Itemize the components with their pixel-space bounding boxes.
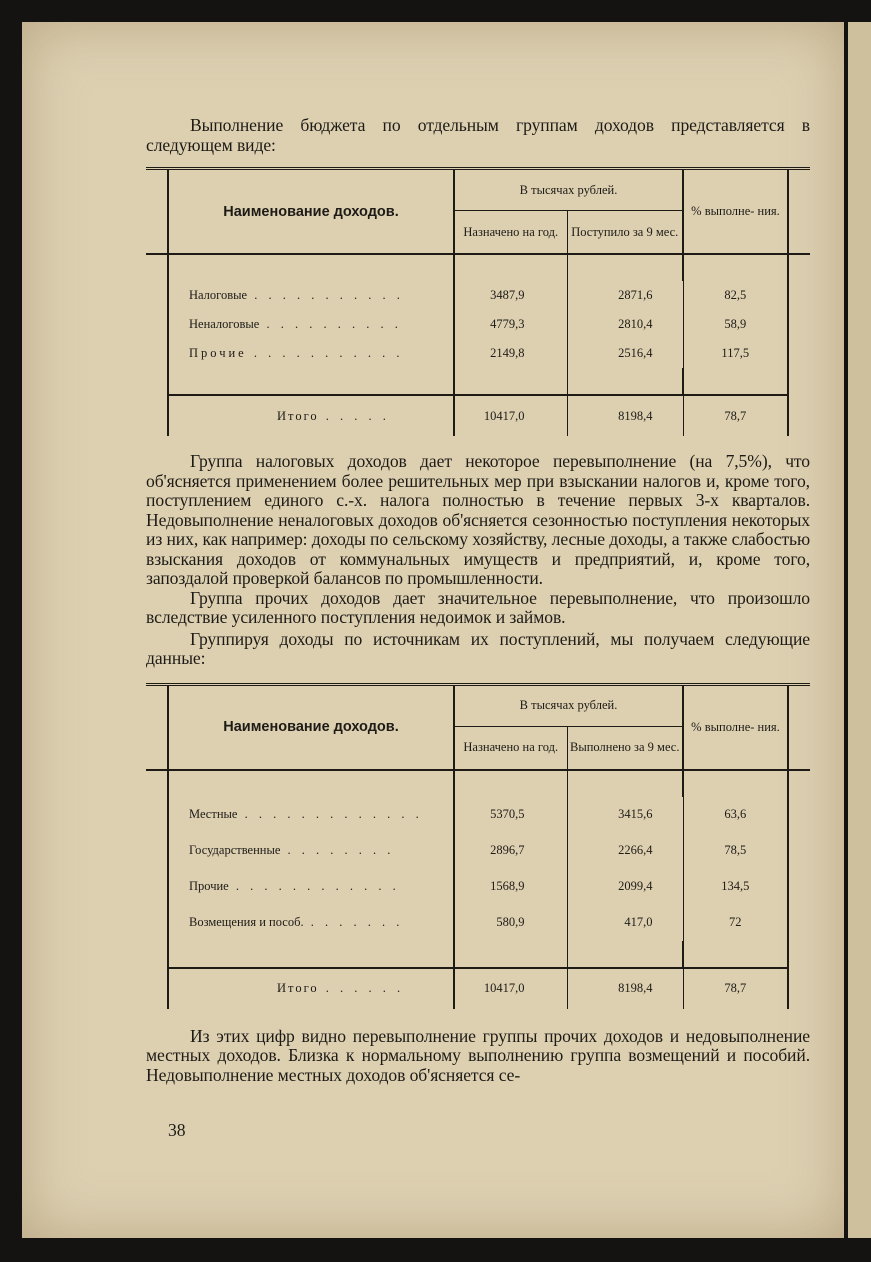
row-name: Неналоговые	[189, 317, 260, 331]
percent-header: % выполне- ния.	[683, 170, 788, 253]
percent-value: 63,6	[683, 797, 788, 833]
fulfilled-value: 3415,6	[567, 797, 683, 833]
table-row: Возмещения и пособ. . . . . . . . 580,9 417,0 72	[146, 905, 810, 941]
total-label: Итого	[277, 408, 319, 423]
row-name: Налоговые	[189, 288, 248, 302]
received-header: Поступило за 9 мес.	[571, 224, 679, 239]
fulfilled-value: 417,0	[567, 905, 683, 941]
total-percent: 78,7	[683, 395, 788, 436]
thousand-rubles-header: В тысячах рублей.	[454, 170, 683, 211]
table-row: Прочие . . . . . . . . . . . 2149,8 2516,4 117,5	[146, 339, 810, 368]
table-row: Налоговые . . . . . . . . . . . 3487,9 2871,6 82,5	[146, 281, 810, 310]
planned-value: 4779,3	[454, 310, 567, 339]
row-name: Прочие	[189, 879, 229, 893]
fulfilled-header: Выполнено за 9 мес.	[570, 740, 680, 754]
planned-value: 2896,7	[454, 833, 567, 869]
planned-value: 2149,8	[454, 339, 567, 368]
percent-value: 78,5	[683, 833, 788, 869]
table-row: Государственные . . . . . . . . 2896,7 2266,4 78,5	[146, 833, 810, 869]
received-value: 2810,4	[567, 310, 683, 339]
total-row: Итого . . . . . . 10417,0 8198,4 78,7	[146, 968, 810, 1009]
revenue-by-type-table	[146, 167, 810, 436]
total-row: Итого . . . . . 10417,0 8198,4 78,7	[146, 395, 810, 436]
total-percent: 78,7	[683, 968, 788, 1009]
row-name: Возмещения и пособ.	[189, 915, 304, 929]
paragraph-3: Группируя доходы по источникам их поступлений, мы получаем следующие данные:	[146, 628, 810, 668]
planned-header: Назначено на год.	[454, 726, 567, 769]
total-planned: 10417,0	[454, 395, 567, 436]
planned-value: 580,9	[454, 905, 567, 941]
page-content	[146, 116, 810, 1085]
percent-value: 82,5	[683, 281, 788, 310]
total-received: 8198,4	[567, 395, 683, 436]
name-column-header: Наименование доходов.	[168, 170, 454, 253]
intro-paragraph: Выполнение бюджета по отдельным группам доходов представляется в следующем виде:	[146, 115, 810, 155]
name-column-header: Наименование доходов.	[168, 686, 454, 769]
fulfilled-value: 2266,4	[567, 833, 683, 869]
total-label: Итого	[277, 981, 319, 995]
planned-header: Назначено на год.	[454, 211, 567, 254]
percent-value: 72	[683, 905, 788, 941]
paragraph-2: Группа прочих доходов дает значительное перевыполнение, что произошло вследствие усиленного поступления недоимок и займов.	[146, 587, 810, 627]
total-planned: 10417,0	[454, 968, 567, 1009]
percent-value: 58,9	[683, 310, 788, 339]
table-row: Прочие . . . . . . . . . . . . 1568,9 2099,4 134,5	[146, 869, 810, 905]
percent-value: 117,5	[683, 339, 788, 368]
adjacent-page-edge	[848, 22, 871, 1238]
page-number: 38	[168, 1120, 186, 1140]
received-value: 2516,4	[567, 339, 683, 368]
row-name: Местные	[189, 807, 238, 821]
total-fulfilled: 8198,4	[567, 968, 683, 1009]
thousand-rubles-header: В тысячах рублей.	[454, 686, 683, 727]
planned-value: 3487,9	[454, 281, 567, 310]
revenue-by-source-table	[146, 683, 810, 1009]
row-name: Прочие	[189, 346, 247, 360]
percent-value: 134,5	[683, 869, 788, 905]
row-name: Государственные	[189, 843, 281, 857]
paragraph-4: Из этих цифр видно перевыполнение группы прочих доходов и недовыполнение местных доходов. Близка к нормальному выполнению группа возмещений и пособий. Недовыполнение местных доходов об'ясняется се-	[146, 1025, 810, 1085]
percent-header: % выполне- ния.	[683, 686, 788, 769]
table-row: Местные . . . . . . . . . . . . . 5370,5 3415,6 63,6	[146, 797, 810, 833]
table-row: Неналоговые . . . . . . . . . . 4779,3 2810,4 58,9	[146, 310, 810, 339]
paragraph-1: Группа налоговых доходов дает некоторое перевыполнение (на 7,5%), что об'ясняется применением более решительных мер при взыскании налогов и, кроме того, поступлением единого с.-х. налога полностью в течение первых 3-х кварталов. Недовыполнение неналоговых доходов об'ясняется сезонностью поступления некоторых из них, как например: доходы по сельскому хозяйству, лесные доходы, а также слабостью взыскания доходов от коммунальных имуществ и предприятий, и, кроме того, запоздалой проверкой балансов по промышленности.	[146, 451, 810, 588]
received-value: 2871,6	[567, 281, 683, 310]
planned-value: 5370,5	[454, 797, 567, 833]
fulfilled-value: 2099,4	[567, 869, 683, 905]
planned-value: 1568,9	[454, 869, 567, 905]
